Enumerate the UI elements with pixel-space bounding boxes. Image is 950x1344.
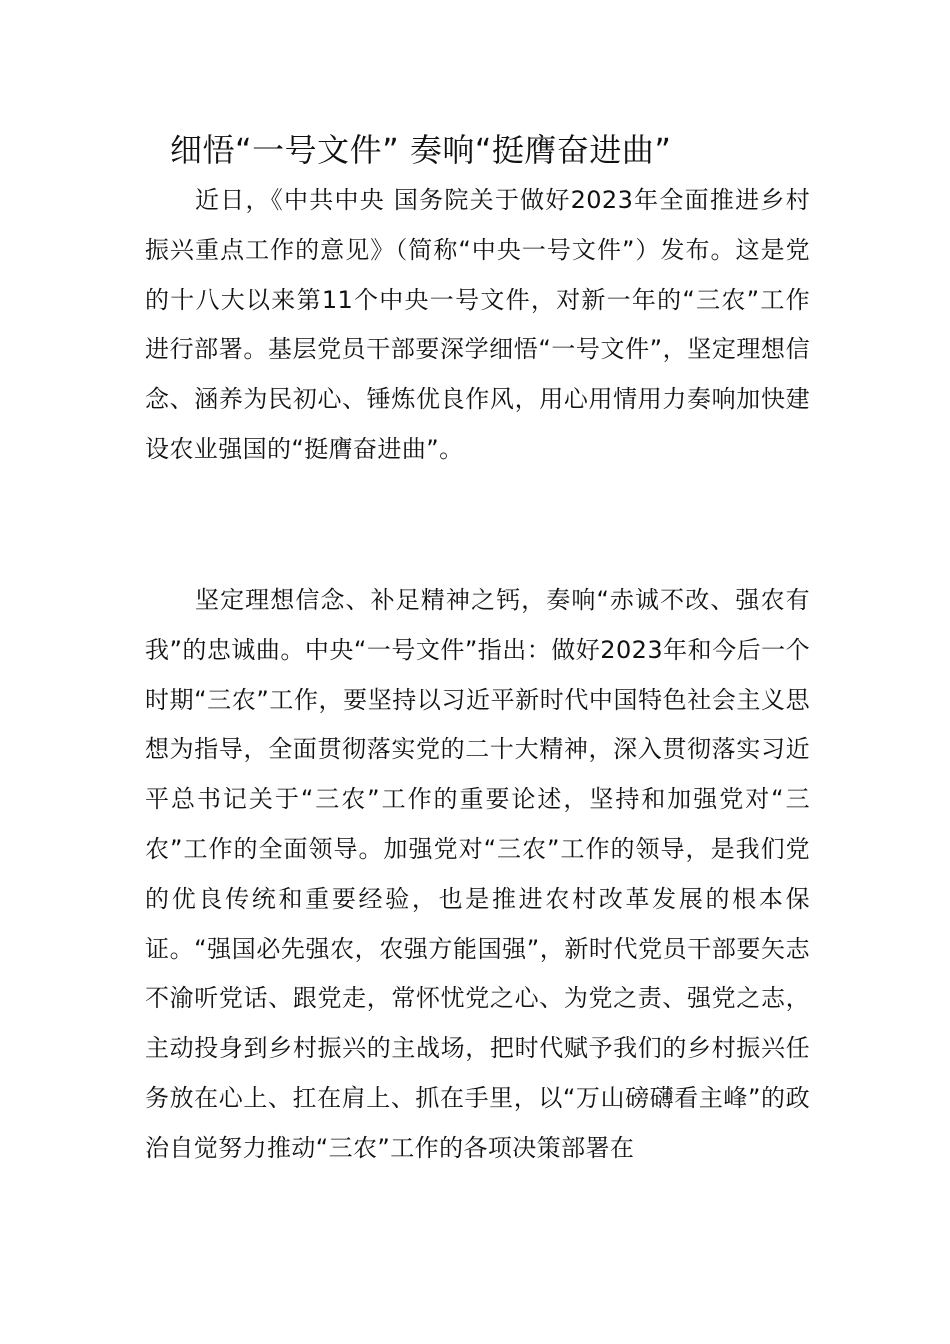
paragraph-intro: 近日，《中共中央 国务院关于做好2023年全面推进乡村振兴重点工作的意见》（简称“中央一号文件”）发布。这是党的十八大以来第11个中央一号文件，对新一年的“三农”工作进行部署。基层党员干部要深学细悟“一号文件”，坚定理想信念、涵养为民初心、锤炼优良作风，用心用情用力奏响加快建设农业强国的“挺膺奋进曲”。: [145, 186, 810, 463]
paragraph-ideals: 坚定理想信念、补足精神之钙，奏响“赤诚不改、强农有我”的忠诚曲。中央“一号文件”指出：做好2023年和今后一个时期“三农”工作，要坚持以习近平新时代中国特色社会主义思想为指导，全面贯彻落实党的二十大精神，深入贯彻落实习近平总书记关于“三农”工作的重要论述，坚持和加强党对“三农”工作的全面领导。加强党对“三农”工作的领导，是我们党的优良传统和重要经验，也是推进农村改革发展的根本保证。“强国必先强农，农强方能国强”，新时代党员干部要矢志不渝听党话、跟党走，常怀忧党之心、为党之责、强党之志，主动投身到乡村振兴的主战场，把时代赋予我们的乡村振兴任务放在心上、扛在肩上、抓在手里，以“万山磅礴看主峰”的政治自觉努力推动“三农”工作的各项决策部署在: [145, 586, 810, 1162]
document-title: 细悟“一号文件” 奏响“挺膺奋进曲”: [170, 131, 672, 169]
